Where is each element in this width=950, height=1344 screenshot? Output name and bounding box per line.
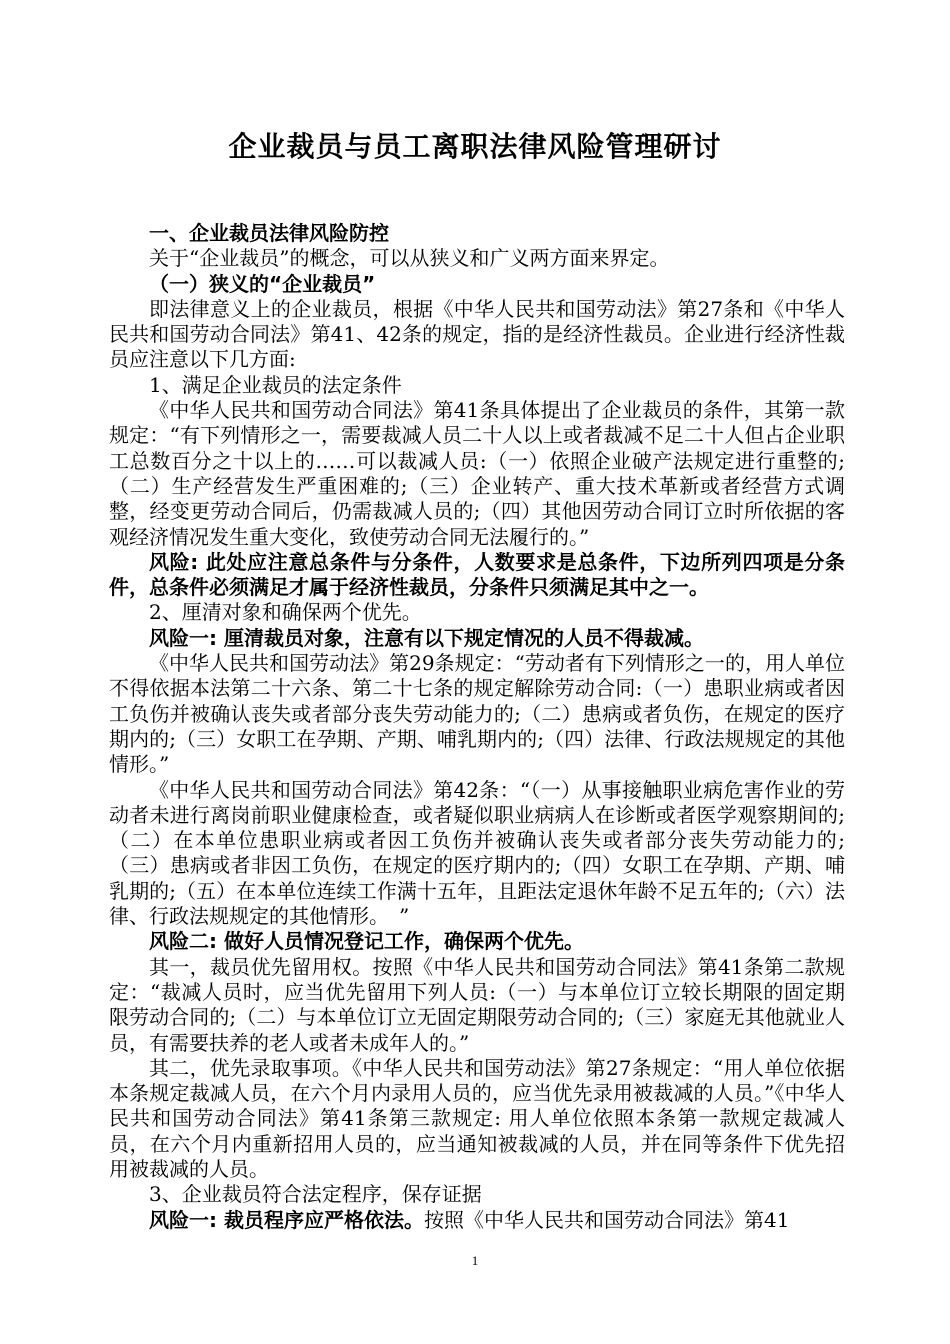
section-heading: 一、企业裁员法律风险防控 — [149, 221, 389, 245]
risk-one-paragraph — [109, 626, 845, 651]
subsection-heading: （一）狭义的“企业裁员” — [149, 271, 376, 296]
priority-rehire-paragraph: 其二，优先录取事项。《中华人民共和国劳动法》第27条规定：“用人单位依据本条规定裁减人员，在六个月内录用人员的，应当优先录用被裁减的人员。”《中华人民共和国劳动合同法》第41条第三款规定: 用人单位依照本条第一款规定裁减人员，在六个月内重新招用人员的，应当通知被裁减的人员，并在同等条件下优先招用被裁减的人员。 — [109, 1055, 845, 1181]
article-41-paragraph: 《中华人民共和国劳动合同法》第41条具体提出了企业裁员的条件，其第一款规定：“有下列情形之一，需要裁减人员二十人以上或者裁减不足二十人但占企业职工总数百分之十以上的……可以裁减人员:（一）依照企业破产法规定进行重整的;（二）生产经营发生严重困难的;（三）企业转产、重大技术革新或者经营方式调整，经变更劳动合同后，仍需裁减人员的;（四）其他因劳动合同订立时所依据的客观经济情况发生重大变化，致使劳动合同无法履行的。” — [109, 398, 845, 549]
risk-procedure-rest: 按照《中华人民共和国劳动合同法》第41 — [423, 1207, 790, 1232]
risk-one-text: 厘清裁员对象，注意有以下规定情况的人员不得裁减。 — [223, 625, 704, 650]
list-item-conditions: 1、满足企业裁员的法定条件 — [149, 372, 402, 397]
document-body — [109, 221, 845, 1233]
list-item-procedure: 3、企业裁员符合法定程序，保存证据 — [149, 1182, 482, 1207]
intro-paragraph: 关于“企业裁员”的概念，可以从狭义和广义两方面来界定。 — [149, 246, 670, 271]
list-item-targets: 2、厘清对象和确保两个优先。 — [149, 600, 422, 625]
risk-conditions-paragraph: 风险: 此处应注意总条件与分条件，人数要求是总条件，下边所列四项是分条件，总条件必须满足才属于经济性裁员，分条件只须满足其中之一。 — [109, 549, 845, 600]
risk-procedure-paragraph — [109, 1208, 845, 1233]
risk-two-paragraph: 风险二: 做好人员情况登记工作，确保两个优先。 — [149, 929, 584, 954]
labor-law-29-paragraph: 《中华人民共和国劳动法》第29条规定：“劳动者有下列情形之一的，用人单位不得依据本法第二十六条、第二十七条的规定解除劳动合同:（一）患职业病或者因工负伤并被确认丧失或者部分丧失劳动能力的;（二）患病或者负伤，在规定的医疗期内的;（三）女职工在孕期、产期、哺乳期内的;（四）法律、行政法规规定的其他情形。” — [109, 651, 845, 777]
contract-law-42-paragraph: 《中华人民共和国劳动合同法》第42条：“（一）从事接触职业病危害作业的劳动者未进行离岗前职业健康检查，或者疑似职业病病人在诊断或者医学观察期间的;（二）在本单位患职业病或者因工负伤并被确认丧失或者部分丧失劳动能力的;（三）患病或者非因工负伤，在规定的医疗期内的;（四）女职工在孕期、产期、哺乳期的;（五）在本单位连续工作满十五年，且距法定退休年龄不足五年的;（六）法律、行政法规规定的其他情形。 ” — [109, 777, 845, 929]
risk-procedure-bold: 风险一: 裁员程序应严格依法。 — [149, 1207, 424, 1232]
risk-one-label: 风险一: — [149, 625, 224, 650]
priority-retention-paragraph: 其一，裁员优先留用权。按照《中华人民共和国劳动合同法》第41条第二款规定：“裁减人员时，应当优先留用下列人员:（一）与本单位订立较长期限的固定期限劳动合同的;（二）与本单位订立无固定期限劳动合同的;（三）家庭无其他就业人员，有需要扶养的老人或者未成年人的。” — [109, 954, 845, 1055]
page-number: 1 — [471, 1253, 479, 1268]
definition-paragraph: 即法律意义上的企业裁员，根据《中华人民共和国劳动法》第27条和《中华人民共和国劳动合同法》第41、42条的规定，指的是经济性裁员。企业进行经济性裁员应注意以下几方面: — [109, 296, 845, 372]
document-title: 企业裁员与员工离职法律风险管理研讨 — [228, 130, 722, 163]
